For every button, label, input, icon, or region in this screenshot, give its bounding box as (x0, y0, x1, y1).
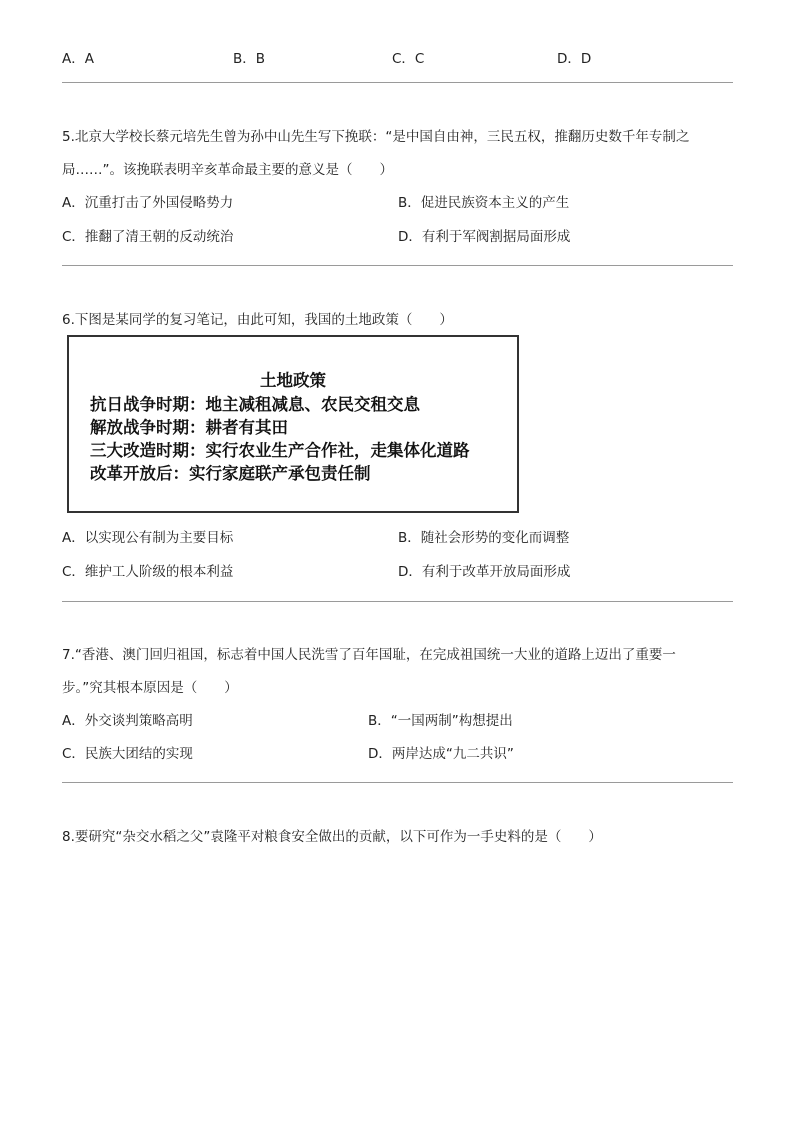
q5-option-a[interactable]: A．沉重打击了外国侵略势力 (62, 195, 234, 211)
note-row: 改革开放后：实行家庭联产承包责任制 (90, 464, 371, 483)
note-title: 土地政策 (260, 371, 326, 390)
q8-stem: 8.要研究“杂交水稻之父”袁隆平对粮食安全做出的贡献，以下可作为一手史料的是（ ） (62, 829, 602, 845)
note-row: 三大改造时期：实行农业生产合作社，走集体化道路 (90, 441, 470, 460)
q6-stem: 6.下图是某同学的复习笔记，由此可知，我国的土地政策（ ） (62, 312, 453, 328)
q7-stem-line2: 步。”究其根本原因是（ ） (62, 680, 238, 696)
q7-stem-line1: 7.“香港、澳门回归祖国，标志着中国人民洗雪了百年国耻，在完成祖国统一大业的道路上迈出了重要一 (62, 647, 676, 663)
note-row: 抗日战争时期：地主减租减息、农民交租交息 (90, 395, 420, 414)
q7-option-b[interactable]: B．“一国两制”构想提出 (368, 713, 513, 729)
q5-stem-line1: 5.北京大学校长蔡元培先生曾为孙中山先生写下挽联：“是中国自由神，三民五权，推翻历史数千年专制之 (62, 129, 690, 145)
q5-option-c[interactable]: C．推翻了清王朝的反动统治 (62, 229, 234, 245)
note-row: 解放战争时期：耕者有其田 (90, 418, 288, 437)
q4-option-b[interactable]: B．B (233, 51, 266, 67)
q7-option-c[interactable]: C．民族大团结的实现 (62, 746, 193, 762)
review-note-figure (67, 335, 519, 513)
q5-stem-line2: 局……”。该挽联表明辛亥革命最主要的意义是（ ） (62, 162, 393, 178)
q5-option-b[interactable]: B．促进民族资本主义的产生 (398, 195, 570, 211)
q4-option-d[interactable]: D．D (557, 51, 592, 67)
question-divider (62, 82, 733, 83)
q6-option-b[interactable]: B．随社会形势的变化而调整 (398, 530, 570, 546)
question-divider (62, 782, 733, 783)
q6-option-c[interactable]: C．维护工人阶级的根本利益 (62, 564, 234, 580)
q4-option-c[interactable]: C．C (392, 51, 425, 67)
q6-option-d[interactable]: D．有利于改革开放局面形成 (398, 564, 571, 580)
q7-option-a[interactable]: A．外交谈判策略高明 (62, 713, 193, 729)
question-divider (62, 265, 733, 266)
question-divider (62, 601, 733, 602)
q5-option-d[interactable]: D．有利于军阀割据局面形成 (398, 229, 571, 245)
q6-option-a[interactable]: A．以实现公有制为主要目标 (62, 530, 234, 546)
q4-option-a[interactable]: A．A (62, 51, 94, 67)
q7-option-d[interactable]: D．两岸达成“九二共识” (368, 746, 514, 762)
